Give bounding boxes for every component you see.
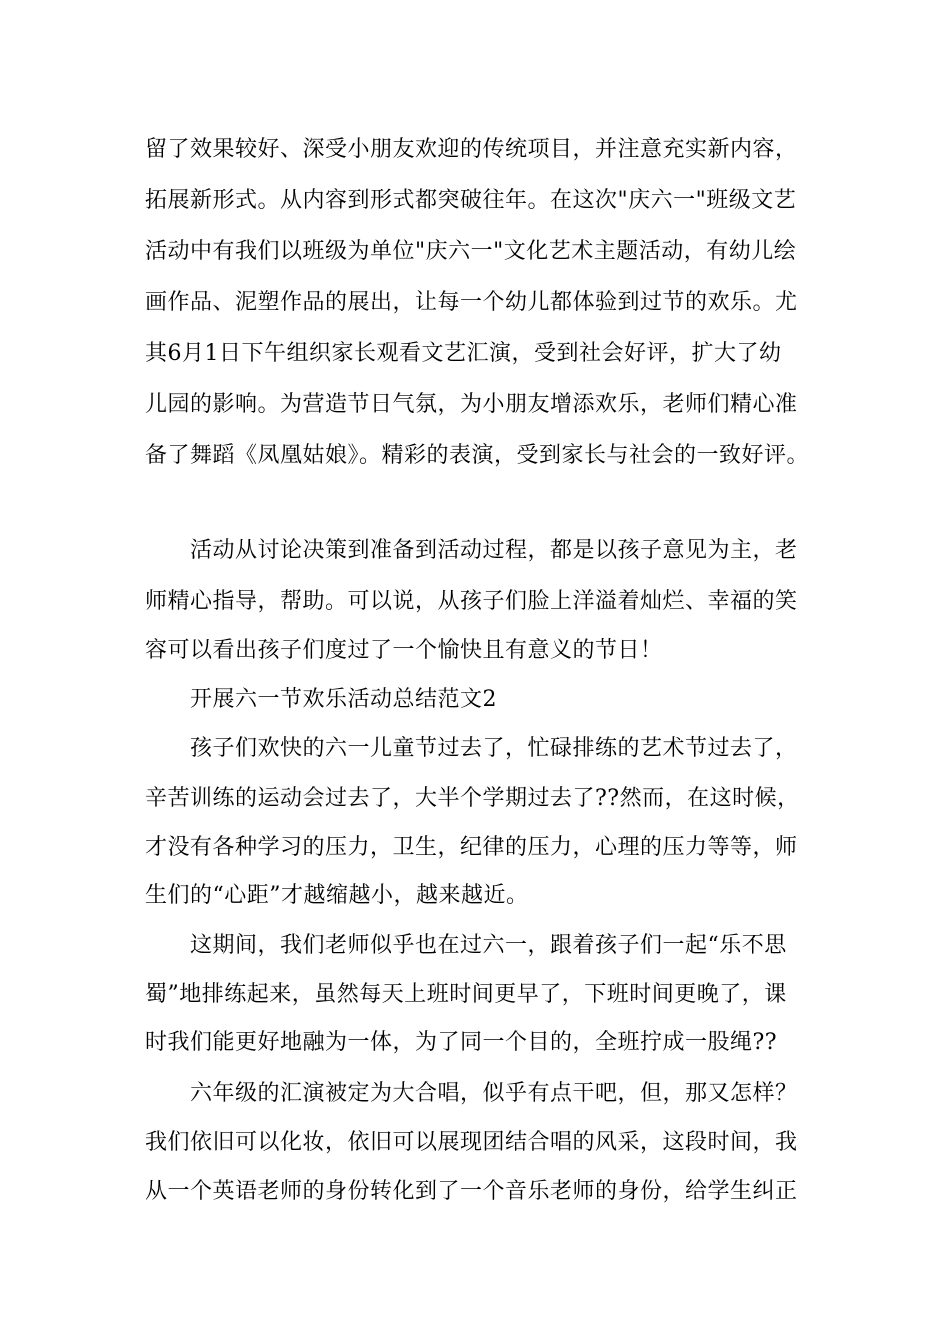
text-line: 从一个英语老师的身份转化到了一个音乐老师的身份，给学生纠正 [145, 1179, 798, 1204]
text-line: 才没有各种学习的压力，卫生，纪律的压力，心理的压力等等，师 [145, 835, 798, 860]
paragraph-first-line: 六年级的汇演被定为大合唱，似乎有点干吧，但，那又怎样？ [190, 1081, 798, 1106]
text-line: 生们的“心距”才越缩越小，越来越近。 [145, 883, 529, 908]
text-line: 备了舞蹈《凤凰姑娘》。精彩的表演，受到家长与社会的一致好评。 [145, 443, 810, 468]
text-line: 师精心指导，帮助。可以说，从孩子们脸上洋溢着灿烂、幸福的笑 [145, 589, 798, 614]
paragraph-first-line: 孩子们欢快的六一儿童节过去了，忙碌排练的艺术节过去了， [190, 736, 798, 761]
paragraph-first-line: 这期间，我们老师似乎也在过六一，跟着孩子们一起“乐不思 [190, 933, 787, 958]
text-line: 辛苦训练的运动会过去了，大半个学期过去了??然而，在这时候， [145, 786, 800, 811]
text-line: 拓展新形式。从内容到形式都突破往年。在这次"庆六一"班级文艺 [145, 188, 797, 213]
text-line: 其6月1日下午组织家长观看文艺汇演，受到社会好评，扩大了幼 [145, 341, 782, 366]
text-line: 画作品、泥塑作品的展出，让每一个幼儿都体验到过节的欢乐。尤 [145, 290, 798, 315]
text-line: 蜀”地排练起来，虽然每天上班时间更早了，下班时间更晚了，课 [145, 982, 787, 1007]
paragraph-first-line: 活动从讨论决策到准备到活动过程，都是以孩子意见为主，老 [190, 538, 798, 563]
text-line: 我们依旧可以化妆，依旧可以展现团结合唱的风采，这段时间，我 [145, 1130, 798, 1155]
text-line: 活动中有我们以班级为单位"庆六一"文化艺术主题活动，有幼儿绘 [145, 239, 797, 264]
section-title: 开展六一节欢乐活动总结范文2 [190, 687, 497, 712]
text-line: 时我们能更好地融为一体，为了同一个目的，全班拧成一股绳?? [145, 1030, 778, 1055]
text-line: 儿园的影响。为营造节日气氛，为小朋友增添欢乐，老师们精心准 [145, 392, 798, 417]
text-line: 留了效果较好、深受小朋友欢迎的传统项目，并注意充实新内容， [145, 137, 798, 162]
text-line: 容可以看出孩子们度过了一个愉快且有意义的节日！ [145, 638, 663, 663]
